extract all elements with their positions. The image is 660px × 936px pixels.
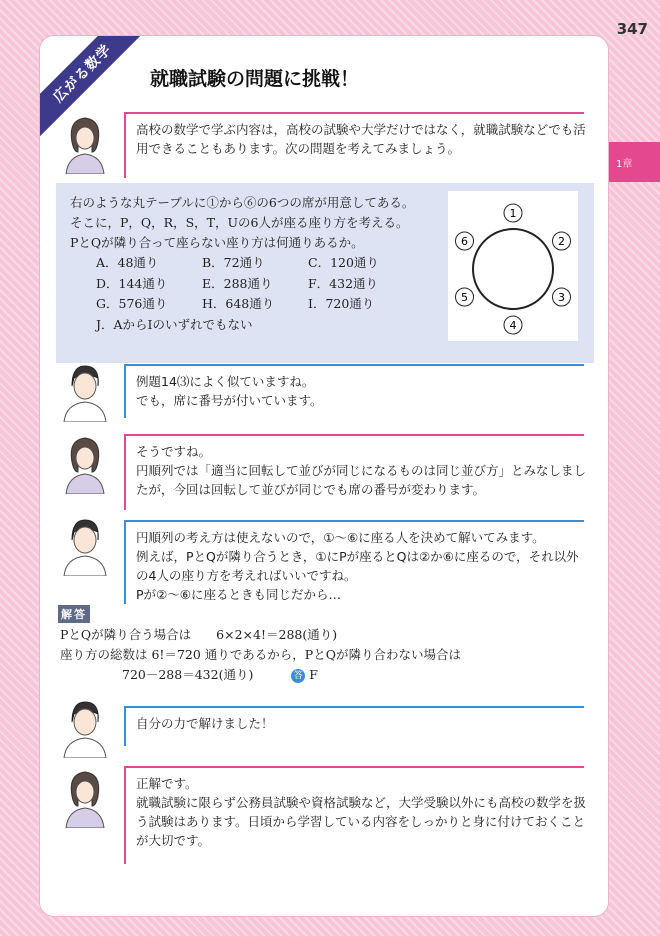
dialogue-row <box>52 514 592 606</box>
dialogue-row <box>52 102 592 182</box>
student-avatar-icon <box>56 514 114 576</box>
dialogue-text: 例題14⑶によく似ていますね。 でも，席に番号が付いています。 <box>136 374 323 408</box>
speech-bubble <box>124 358 592 418</box>
problem-statement <box>70 193 414 253</box>
chapter-tab: 1章 <box>608 142 660 182</box>
answer-tag: 解答 <box>58 605 90 623</box>
choice: C．120通り <box>308 255 379 270</box>
table-circle <box>473 229 553 309</box>
seat-number: 5 <box>461 291 469 304</box>
dialogue-text: 正解です。 就職試験に限らず公務員試験や資格試験など，大学受験以外にも高校の数学を扱う試験はあります。日頃から学習している内容をしっかりと身に付けておくことが大切です。 <box>136 776 587 848</box>
student-avatar-icon <box>56 360 114 422</box>
answer-calc: 720－288＝432(通り) <box>122 667 254 682</box>
answer-line-1: PとQが隣り合う場合は 6×2×4!＝288(通り) <box>60 627 338 642</box>
page-number: 347 <box>616 20 648 38</box>
page-title: 就職試験の問題に挑戦！ <box>150 68 360 90</box>
dialogue-text: 自分の力で解けました！ <box>136 716 274 731</box>
seat-number: 6 <box>461 235 469 248</box>
answer-mark-icon: 答 <box>291 669 305 683</box>
round-table-diagram <box>448 191 578 341</box>
content-card <box>40 36 608 916</box>
dialogue-row <box>52 358 592 422</box>
choice: G．576通り <box>96 296 168 311</box>
teacher-avatar-icon <box>56 766 114 828</box>
answer-line-2: 座り方の総数は 6!＝720 通りであるから，PとQが隣り合わない場合は <box>60 647 461 662</box>
round-table-svg <box>448 191 578 341</box>
problem-line: PとQが隣り合って座らない座り方は何通りあるか。 <box>70 235 364 250</box>
seat-number: 4 <box>509 319 517 332</box>
dialogue-text: 高校の数学で学ぶ内容は，高校の試験や大学だけではなく，就職試験などでも活用できることもあります。次の問題を考えてみましょう。 <box>136 122 586 156</box>
choice: E．288通り <box>202 275 273 291</box>
problem-line: 右のような丸テーブルに①から⑥の6つの席が用意してある。 <box>70 195 415 210</box>
choice: I．720通り <box>308 296 375 311</box>
answer-line-3 <box>122 666 318 684</box>
dialogue-row <box>52 428 592 512</box>
dialogue-text: そうですね。 円順列では「適当に回転して並びが同じになるものは同じ並び方」とみなしましたが，今回は回転して並びが同じでも席の番号が変わります。 <box>136 444 587 497</box>
choice: D．144通り <box>96 275 168 291</box>
student-avatar-icon <box>56 696 114 758</box>
seat-number: 3 <box>557 291 565 304</box>
teacher-avatar-icon <box>56 112 114 174</box>
answer-choices <box>96 253 414 335</box>
dialogue-text: 円順列の考え方は使えないので，①～⑥に座る人を決めて解いてみます。 例えば，PとQが隣り合うとき，①にPが座るとQは②か⑥に座るので，それ以外の4人の座り方を考えればいいですね。 Pが②～⑥に座るときも同じだから… <box>136 530 579 602</box>
choice: A．48通り <box>96 255 159 270</box>
seat-number: 2 <box>557 235 565 248</box>
speech-bubble <box>124 760 592 864</box>
speech-bubble <box>124 106 592 178</box>
speech-bubble <box>124 514 592 604</box>
problem-line: そこに，P，Q，R，S，T，Uの6人が座る座り方を考える。 <box>70 215 409 230</box>
choice: F．432通り <box>308 275 379 291</box>
choice: B．72通り <box>202 255 265 270</box>
section-ribbon: 広がる数学 <box>40 36 149 140</box>
dialogue-row <box>52 760 592 870</box>
choice: J．AからIのいずれでもない <box>96 316 253 332</box>
speech-bubble <box>124 428 592 510</box>
problem-box <box>56 183 594 363</box>
speech-bubble <box>124 700 592 746</box>
seat-number: 1 <box>509 207 517 220</box>
teacher-avatar-icon <box>56 432 114 494</box>
choice: H．648通り <box>202 296 275 311</box>
answer-final: F <box>309 667 318 682</box>
dialogue-row <box>52 696 592 752</box>
